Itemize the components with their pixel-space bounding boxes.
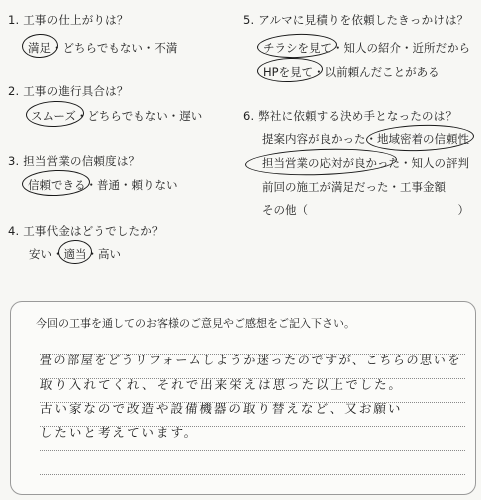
q6-answer-circle-sales-response <box>245 146 398 177</box>
handwritten-comment-line-2: 取り入れてくれ、それで出来栄えは思った以上でした。 <box>39 377 404 392</box>
q1-options: 満足・どちらでもない・不満 <box>28 41 178 55</box>
q6-options-line3: 前回の施工が満足だった・工事金額 <box>262 180 446 194</box>
q1-title: 1. 工事の仕上がりは？ <box>8 13 129 27</box>
handwritten-comment-line-4: したいと考えています。 <box>39 425 200 440</box>
q6-title: 6. 弊社に依頼する決め手となったのは？ <box>243 109 458 123</box>
q6-options-line4: その他（ ） <box>262 203 469 217</box>
q3-options: 信頼できる・普通・頼りない <box>28 178 178 192</box>
q5-title: 5. アルマに見積りを依頼したきっかけは？ <box>243 13 469 27</box>
q4-title: 4. 工事代金はどうでしたか？ <box>8 224 164 238</box>
q6-options-line2: 担当営業の応対が良かった・知人の評判 <box>262 156 469 170</box>
q5-options-line1: チラシを見て・知人の紹介・近所だから <box>263 41 470 55</box>
q5-options-line2: HPを見て・以前頼んだことがある <box>263 65 440 79</box>
comment-prompt: 今回の工事を通してのお客様のご意見やご感想をご記入下さい。 <box>36 317 355 330</box>
writing-line <box>40 450 465 451</box>
q4-options: 安い・適当・高い <box>29 247 121 261</box>
writing-line <box>40 474 465 475</box>
handwritten-comment-line-3: 古い家なので改造や設備機器の取り替えなど、又お願い <box>39 401 404 416</box>
q6-options-line1: 提案内容が良かった・地域密着の信頼性 <box>262 132 469 146</box>
q2-title: 2. 工事の進行具合は？ <box>8 84 129 98</box>
q3-title: 3. 担当営業の信頼度は？ <box>8 154 141 168</box>
q6-answer-circle-local-trust <box>366 123 475 153</box>
q2-options: スムーズ・どちらでもない・遅い <box>31 109 203 123</box>
handwritten-comment-line-1: 畳の部屋をどうリフォームしようか迷ったのですが、こちらの思いを <box>39 353 462 367</box>
